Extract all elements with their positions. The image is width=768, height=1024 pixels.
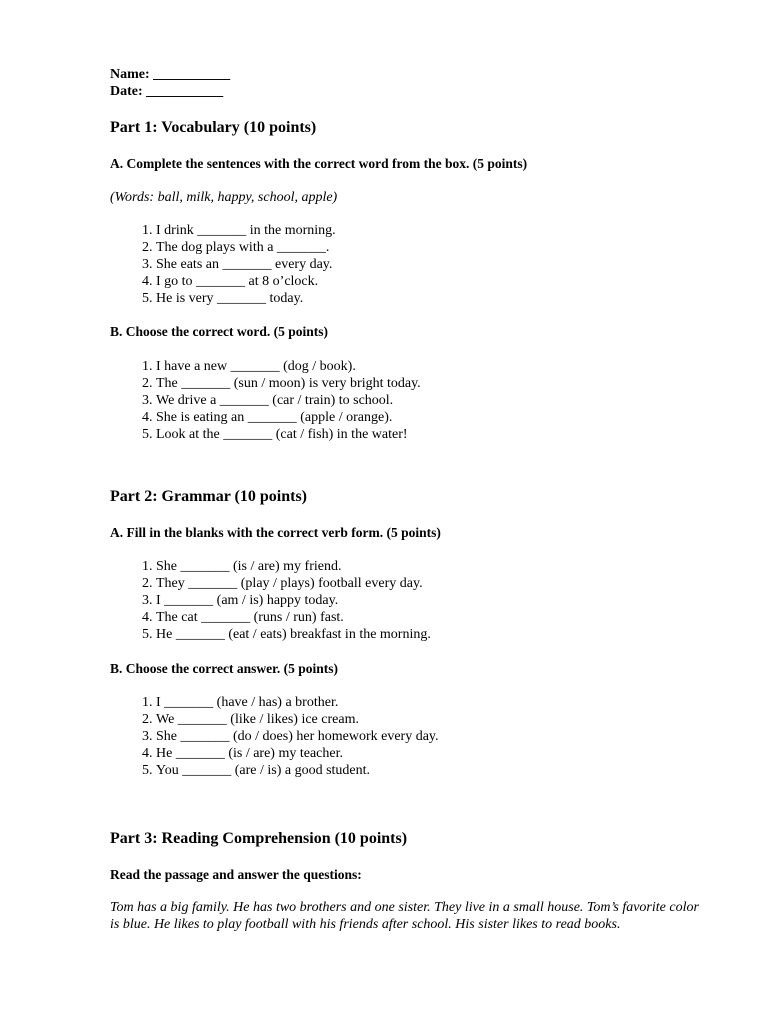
list-item: 2. We _______ (like / likes) ice cream.	[156, 711, 710, 728]
part1-section-a-list	[110, 222, 710, 307]
list-item: 4. The cat _______ (runs / run) fast.	[156, 609, 710, 626]
list-item: 4. He _______ (is / are) my teacher.	[156, 745, 710, 762]
worksheet	[110, 66, 710, 933]
list-item: 2. They _______ (play / plays) football every day.	[156, 575, 710, 592]
part1-section-a-title: A. Complete the sentences with the correct word from the box. (5 points)	[110, 156, 528, 171]
list-item: 1. She _______ (is / are) my friend.	[156, 558, 710, 575]
part1-section-b	[110, 323, 710, 443]
part2-section-a	[110, 524, 710, 643]
name-field-line: Name: ___________	[110, 67, 231, 82]
part1-section-b-list	[110, 358, 710, 443]
list-item: 2. The _______ (sun / moon) is very bright today.	[156, 375, 710, 392]
part1-section-b-title: B. Choose the correct word. (5 points)	[110, 324, 328, 339]
part3	[110, 829, 710, 933]
part3-instruction: Read the passage and answer the questions:	[110, 867, 362, 882]
part1	[110, 118, 710, 443]
list-item: 5. He is very _______ today.	[156, 290, 710, 307]
part2-section-a-list	[110, 558, 710, 643]
list-item: 1. I _______ (have / has) a brother.	[156, 694, 710, 711]
part2-section-b-title: B. Choose the correct answer. (5 points)	[110, 661, 338, 676]
part2-section-a-title: A. Fill in the blanks with the correct verb form. (5 points)	[110, 525, 441, 540]
list-item: 5. He _______ (eat / eats) breakfast in the morning.	[156, 626, 710, 643]
part2-section-b-list	[110, 694, 710, 779]
part3-title: Part 3: Reading Comprehension (10 points)	[110, 830, 408, 847]
list-item: 5. You _______ (are / is) a good student.	[156, 762, 710, 779]
list-item: 4. She is eating an _______ (apple / orange).	[156, 409, 710, 426]
word-box: (Words: ball, milk, happy, school, apple)	[110, 190, 338, 205]
worksheet-header	[110, 66, 710, 100]
list-item: 3. She eats an _______ every day.	[156, 256, 710, 273]
part2	[110, 487, 710, 779]
date-field-line: Date: ___________	[110, 84, 224, 99]
list-item: 2. The dog plays with a _______.	[156, 239, 710, 256]
list-item: 5. Look at the _______ (cat / fish) in the water!	[156, 426, 710, 443]
part1-section-a	[110, 155, 710, 307]
list-item: 3. She _______ (do / does) her homework every day.	[156, 728, 710, 745]
list-item: 3. We drive a _______ (car / train) to school.	[156, 392, 710, 409]
list-item: 1. I have a new _______ (dog / book).	[156, 358, 710, 375]
list-item: 3. I _______ (am / is) happy today.	[156, 592, 710, 609]
part2-section-b	[110, 660, 710, 779]
part1-title: Part 1: Vocabulary (10 points)	[110, 119, 317, 136]
part2-title: Part 2: Grammar (10 points)	[110, 488, 307, 505]
list-item: 1. I drink _______ in the morning.	[156, 222, 710, 239]
list-item: 4. I go to _______ at 8 o’clock.	[156, 273, 710, 290]
reading-passage: Tom has a big family. He has two brothers and one sister. They live in a small house. Tom’s favorite color is blue. He likes to play football with his friends after school. His sister likes to read books.	[110, 900, 699, 932]
